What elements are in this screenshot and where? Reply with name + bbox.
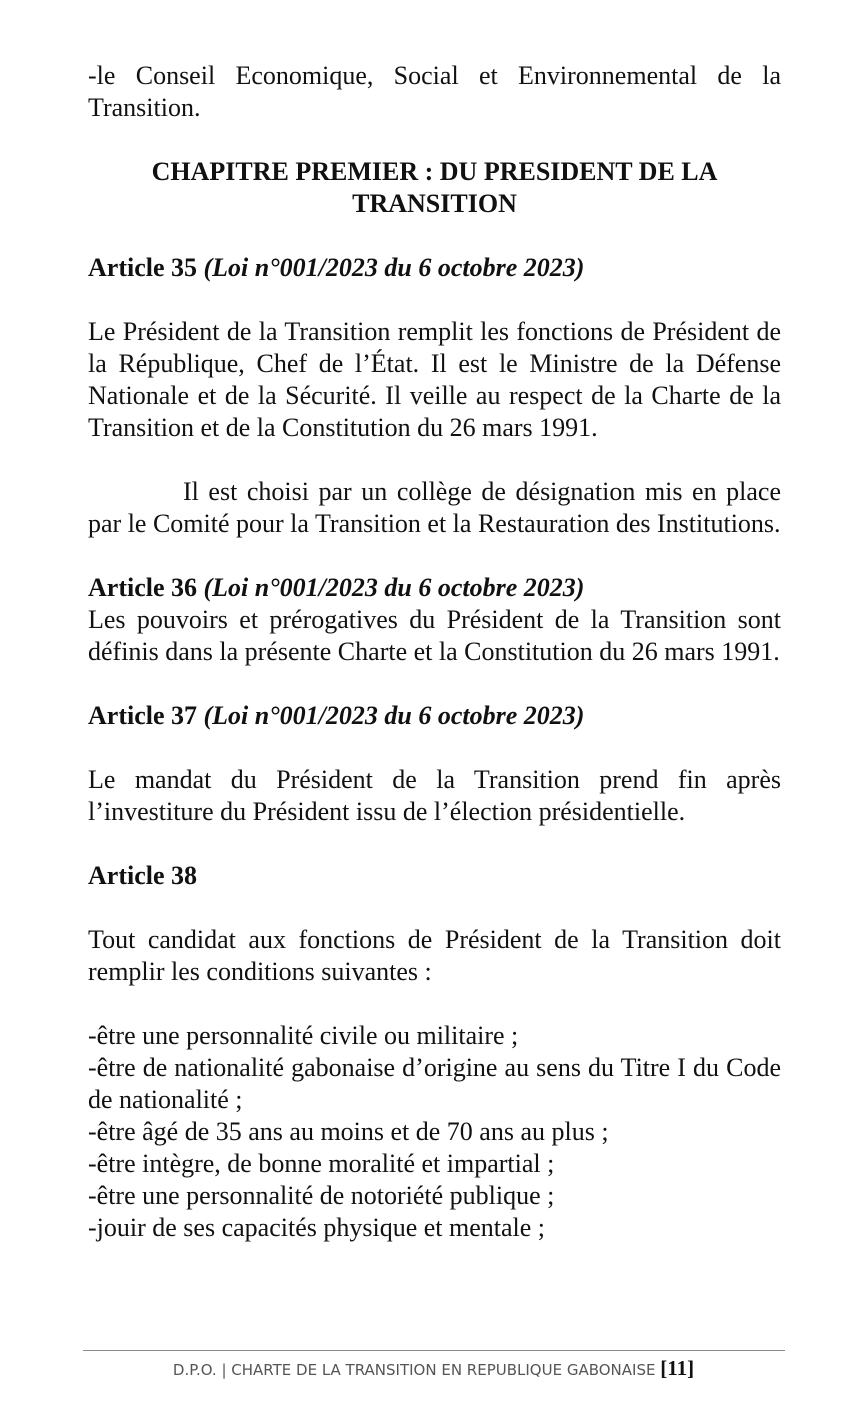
condition-item: -être de nationalité gabonaise d’origine au sens du Titre I du Code de nationalité ; bbox=[88, 1053, 781, 1114]
page-footer bbox=[0, 1356, 867, 1382]
article-label: Article 37 bbox=[88, 701, 198, 730]
article-35-heading bbox=[88, 252, 781, 284]
article-38-paragraph-1: Tout candidat aux fonctions de Président de la Transition doit remplir les conditions suivantes : bbox=[88, 925, 781, 986]
footer-text: D.P.O. | CHARTE DE LA TRANSITION EN REPUBLIQUE GABONAISE bbox=[172, 1361, 656, 1379]
article-reference: (Loi n°001/2023 du 6 octobre 2023) bbox=[203, 253, 585, 282]
condition-item: -jouir de ses capacités physique et mentale ; bbox=[88, 1213, 546, 1242]
footer-divider bbox=[83, 1350, 785, 1351]
article-label: Article 36 bbox=[88, 573, 198, 602]
article-38-heading bbox=[88, 860, 781, 892]
article-36-paragraph-1: Les pouvoirs et prérogatives du Président de la Transition sont définis dans la présente Charte et la Constitution du 26 mars 1991. bbox=[88, 605, 781, 666]
page-number: [11] bbox=[660, 1356, 695, 1380]
article-37-paragraph-1: Le mandat du Président de la Transition prend fin après l’investiture du Président issu de l’élection présidentielle. bbox=[88, 765, 781, 826]
document-page bbox=[88, 60, 781, 1244]
article-reference: (Loi n°001/2023 du 6 octobre 2023) bbox=[203, 573, 585, 602]
article-label: Article 38 bbox=[88, 861, 198, 890]
article-reference: (Loi n°001/2023 du 6 octobre 2023) bbox=[203, 701, 585, 730]
condition-item: -être une personnalité de notoriété publique ; bbox=[88, 1181, 555, 1210]
article-36-heading bbox=[88, 572, 781, 604]
condition-item: -être intègre, de bonne moralité et impartial ; bbox=[88, 1149, 555, 1178]
condition-item: -être une personnalité civile ou militaire ; bbox=[88, 1021, 519, 1050]
article-35-paragraph-1: Le Président de la Transition remplit les fonctions de Président de la République, Chef de l’État. Il est le Ministre de la Défense Nationale et de la Sécurité. Il veille au respect de la Charte de la Transition et de la Constitution du 26 mars 1991. bbox=[88, 317, 781, 442]
condition-item: -être âgé de 35 ans au moins et de 70 ans au plus ; bbox=[88, 1117, 609, 1146]
chapter-title: CHAPITRE PREMIER : DU PRESIDENT DE LA TRANSITION bbox=[151, 157, 718, 218]
article-label: Article 35 bbox=[88, 253, 198, 282]
article-37-heading bbox=[88, 700, 781, 732]
intro-line: -le Conseil Economique, Social et Environnemental de la Transition. bbox=[88, 61, 781, 122]
article-35-paragraph-2: Il est choisi par un collège de désignation mis en place par le Comité pour la Transition et la Restauration des Institutions. bbox=[88, 477, 781, 538]
